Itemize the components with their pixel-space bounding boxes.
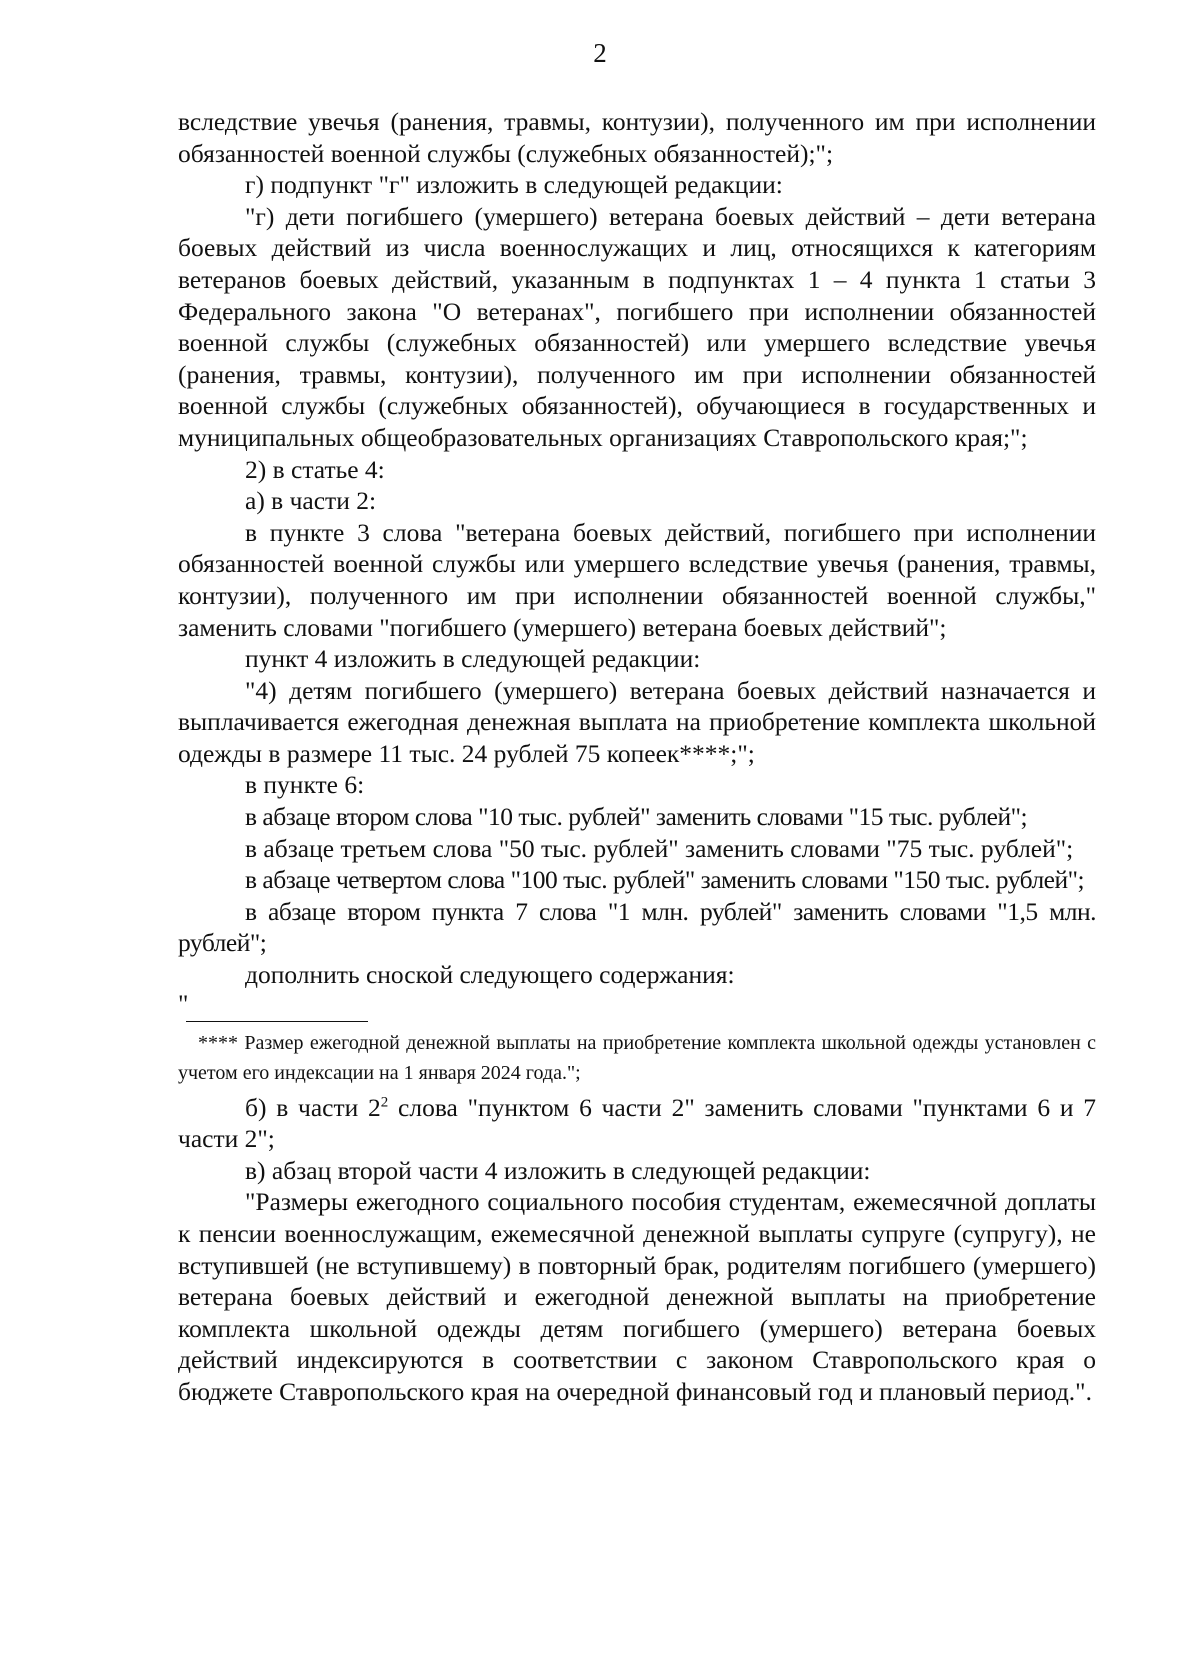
page-number: 2 xyxy=(593,38,607,68)
opening-quote-mark: " xyxy=(178,988,189,1018)
paragraph-15 xyxy=(178,1092,1096,1155)
paragraph-11: в абзаце третьем слова "50 тыс. рублей" заменить словами "75 тыс. рублей"; xyxy=(245,833,1074,863)
document-body xyxy=(178,106,1096,1408)
paragraph-5: а) в части 2: xyxy=(245,486,377,516)
paragraph-4: 2) в статье 4: xyxy=(245,454,385,484)
superscript-index: 2 xyxy=(380,1094,389,1111)
paragraph-8: "4) детям погибшего (умершего) ветерана боевых действий назначается и выплачивается ежегодная денежная выплата на приобретение комплекта школьной одежды в размере 11 тыс. 24 рублей 75 копеек****;"; xyxy=(178,675,1096,768)
footnote: **** Размер ежегодной денежной выплаты на приобретение комплекта школьной одежды установлен с учетом его индексации на 1 января 2024 года."; xyxy=(178,1031,1096,1084)
footnote-separator xyxy=(186,1021,368,1022)
paragraph-10: в абзаце втором слова "10 тыс. рублей" заменить словами "15 тыс. рублей"; xyxy=(245,802,1028,832)
paragraph-9: в пункте 6: xyxy=(245,770,365,800)
paragraph-12: в абзаце четвертом слова "100 тыс. рублей" заменить словами "150 тыс. рублей"; xyxy=(245,865,1085,895)
paragraph-3: "г) дети погибшего (умершего) ветерана боевых действий – дети ветерана боевых действий из числа военнослужащих и лиц, относящихся к категориям ветеранов боевых действий, указанным в подпунктах 1 – 4 пункта 1 статьи 3 Федерального закона "О ветеранах", погибшего при исполнении обязанностей военной службы (служебных обязанностей) или умершего вследствие увечья (ранения, травмы, контузии), полученного им при исполнении обязанностей военной службы (служебных обязанностей), обучающиеся в государственных и муниципальных общеобразовательных организациях Ставропольского края;"; xyxy=(178,201,1096,452)
paragraph-16: в) абзац второй части 4 изложить в следующей редакции: xyxy=(245,1155,871,1185)
paragraph-1: вследствие увечья (ранения, травмы, контузии), полученного им при исполнении обязанностей военной службы (служебных обязанностей);"; xyxy=(178,107,1096,168)
paragraph-14: дополнить сноской следующего содержания: xyxy=(245,960,735,990)
paragraph-6: в пункте 3 слова "ветерана боевых действий, погибшего при исполнении обязанностей военной службы или умершего вследствие увечья (ранения, травмы, контузии), полученного им при исполнении обязанностей военной службы," заменить словами "погибшего (умершего) ветерана боевых действий"; xyxy=(178,517,1096,642)
paragraph-13: в абзаце втором пункта 7 слова "1 млн. рублей" заменить словами "1,5 млн. рублей"; xyxy=(178,896,1096,958)
paragraph-2: г) подпункт "г" изложить в следующей редакции: xyxy=(245,170,783,200)
paragraph-7: пункт 4 изложить в следующей редакции: xyxy=(245,644,701,674)
paragraph-17: "Размеры ежегодного социального пособия студентам, ежемесячной доплаты к пенсии военнослужащим, ежемесячной денежной выплаты супруге (супругу), не вступившей (не вступившему) в повторный брак, родителям погибшего (умершего) ветерана боевых действий и ежегодной денежной выплаты на приобретение комплекта школьной одежды детям погибшего (умершего) ветерана боевых действий индексируются в соответствии с законом Ставропольского края о бюджете Ставропольского края на очередной финансовый год и плановый период.". xyxy=(178,1187,1096,1406)
paragraph-15-end: слова "пунктом 6 части 2" заменить словами "пунктами 6 и 7 части 2"; xyxy=(178,1092,1096,1154)
paragraph-15-start: б) в части 2 xyxy=(245,1092,381,1122)
